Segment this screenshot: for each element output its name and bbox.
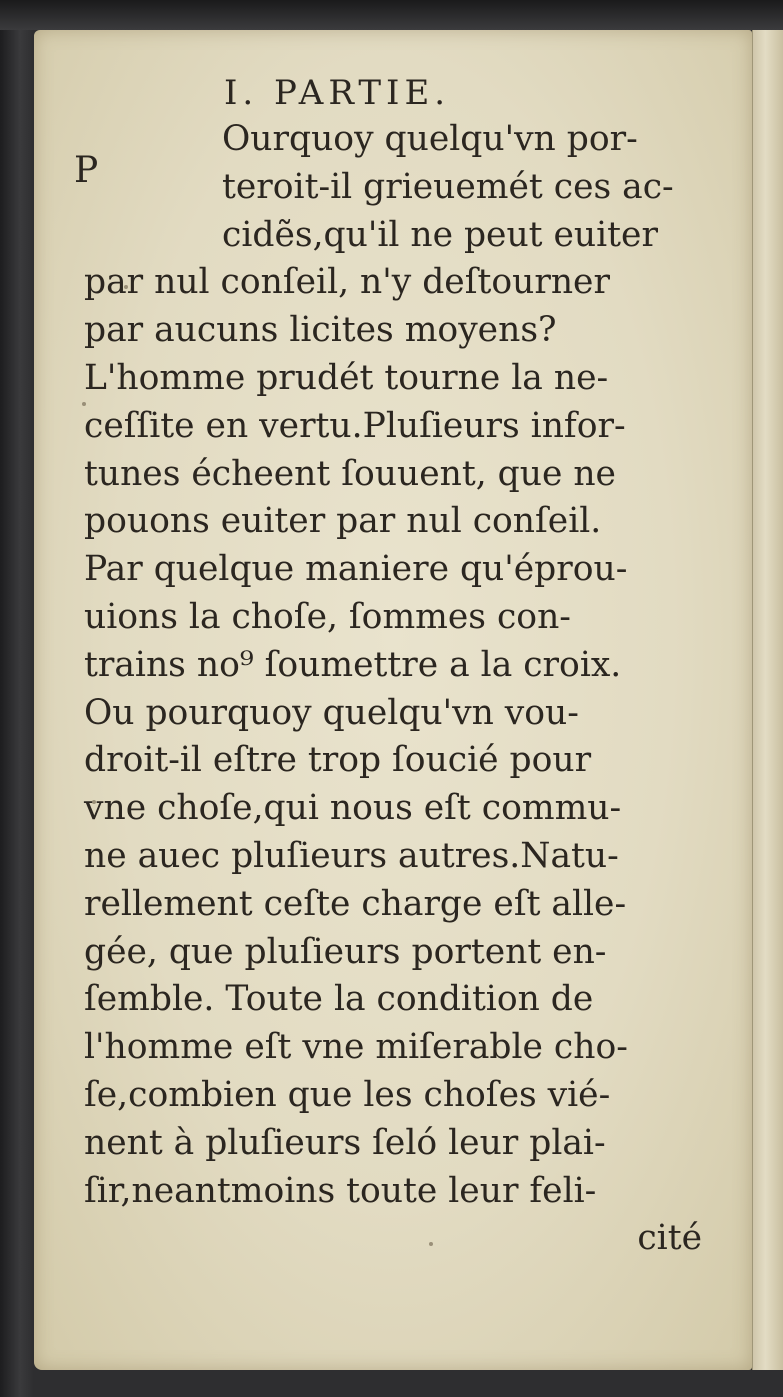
drop-cap-letter: P xyxy=(74,150,99,191)
text-line: droit-il eſtre trop ſoucié pour xyxy=(84,740,592,781)
text-line: l'homme eſt vne miſerable cho- xyxy=(84,1027,628,1068)
text-line: ſe,combien que les choſes vié- xyxy=(84,1074,611,1115)
text-line: teroit-il grieuemét ces ac- xyxy=(222,166,674,207)
text-line: nent à pluſieurs ſeló leur plai- xyxy=(84,1122,606,1163)
running-header: I. PARTIE. xyxy=(224,73,451,113)
text-line: cidẽs,qu'il ne peut euiter xyxy=(222,214,658,255)
text-line: par aucuns licites moyens? xyxy=(84,310,557,351)
text-line: gée, que pluſieurs portent en- xyxy=(84,931,607,972)
text-line: Par quelque maniere qu'éprou- xyxy=(84,549,628,590)
text-line: Ou pourquoy quelqu'vn vou- xyxy=(84,692,579,733)
page-text xyxy=(84,70,724,1263)
text-line: ſemble. Toute la condition de xyxy=(84,979,594,1020)
text-line: tunes écheent ſouuent, que ne xyxy=(84,453,616,494)
text-line: pouons euiter par nul conſeil. xyxy=(84,501,602,542)
text-line: ſir,neantmoins toute leur feli- xyxy=(84,1170,597,1211)
text-line: ne auec pluſieurs autres.Natu- xyxy=(84,835,619,876)
text-line: Ourquoy quelqu'vn por- xyxy=(222,119,638,159)
text-line: vne choſe,qui nous eſt commu- xyxy=(84,788,622,829)
text-line: par nul conſeil, n'y deſtourner xyxy=(84,262,610,303)
text-line: L'homme prudét tourne la ne- xyxy=(84,357,609,398)
catchword: cité xyxy=(637,1218,702,1259)
text-line: uions la choſe, ſommes con- xyxy=(84,596,571,637)
scan-top-shadow xyxy=(0,0,783,30)
adjacent-page-edge xyxy=(752,30,783,1370)
text-line: rellement ceſte charge eſt alle- xyxy=(84,883,627,924)
text-line: ceſſite en vertu.Pluſieurs infor- xyxy=(84,405,626,446)
text-line: trains no⁹ ſoumettre a la croix. xyxy=(84,644,622,685)
